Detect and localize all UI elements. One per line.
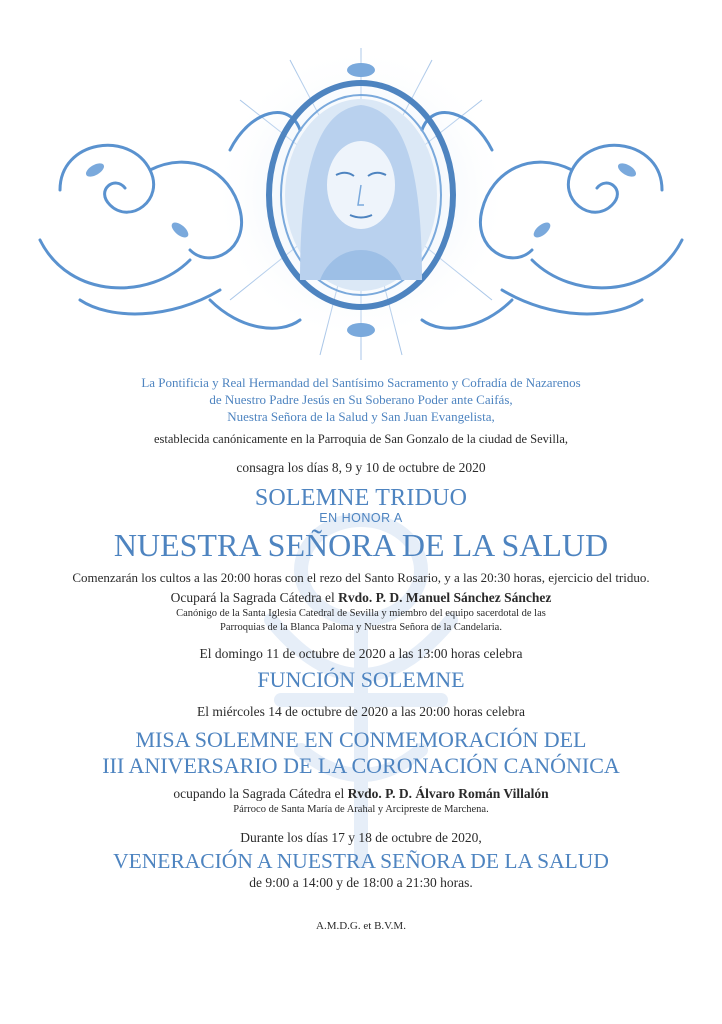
- funcion-title: FUNCIÓN SOLEMNE: [257, 667, 465, 692]
- hermandad-line-1: La Pontificia y Real Hermandad del Santísimo Sacramento y Cofradía de Nazarenos: [141, 375, 581, 390]
- cultos-preacher: [0, 589, 722, 607]
- triduo-name: NUESTRA SEÑORA DE LA SALUD: [113, 527, 609, 563]
- triduo-honor: EN HONOR A: [319, 511, 403, 525]
- cultos-preacher-prefix: Ocupará la Sagrada Cátedra el: [170, 590, 335, 605]
- cultos-schedule: Comenzarán los cultos a las 20:00 horas con el rezo del Santo Rosario, y a las 20:30 horas, ejercicio del triduo.: [72, 570, 650, 585]
- cultos-preacher-desc: [0, 607, 722, 635]
- header-ornament: [0, 0, 722, 370]
- established-text: establecida canónicamente en la Parroquia de San Gonzalo de la ciudad de Sevilla,: [153, 432, 569, 446]
- hermandad-line-2: de Nuestro Padre Jesús en Su Soberano Poder ante Caifás,: [209, 392, 513, 407]
- triduo-title: SOLEMNE TRIDUO: [254, 485, 468, 511]
- misa-preacher: [0, 785, 722, 803]
- hermandad-block: [0, 374, 722, 425]
- veneracion-hours: de 9:00 a 14:00 y de 18:00 a 21:30 horas.: [249, 875, 473, 890]
- misa-intro: El miércoles 14 de octubre de 2020 a las 20:00 horas celebra: [196, 704, 525, 719]
- hermandad-line-3: Nuestra Señora de la Salud y San Juan Evangelista,: [227, 409, 495, 424]
- funcion-intro: El domingo 11 de octubre de 2020 a las 13:00 horas celebra: [199, 646, 523, 661]
- consagra-text: consagra los días 8, 9 y 10 de octubre de 2020: [236, 460, 486, 475]
- cultos-desc-line-2: Parroquias de la Blanca Paloma y Nuestra Señora de la Candelaria.: [220, 622, 502, 633]
- misa-preacher-desc: Párroco de Santa María de Arahal y Arcipreste de Marchena.: [233, 804, 489, 815]
- footer-text: A.M.D.G. et B.V.M.: [316, 920, 406, 932]
- misa-title-1: MISA SOLEMNE EN CONMEMORACIÓN DEL: [135, 727, 587, 752]
- veneracion-title: VENERACIÓN A NUESTRA SEÑORA DE LA SALUD: [113, 849, 609, 873]
- cultos-preacher-name: Rvdo. P. D. Manuel Sánchez Sánchez: [338, 590, 552, 605]
- veneracion-intro: Durante los días 17 y 18 de octubre de 2020,: [240, 830, 482, 845]
- misa-preacher-name: Rvdo. P. D. Álvaro Román Villalón: [347, 786, 549, 801]
- cultos-desc-line-1: Canónigo de la Santa Iglesia Catedral de Sevilla y miembro del equipo sacerdotal de las: [176, 608, 546, 619]
- misa-preacher-prefix: ocupando la Sagrada Cátedra el: [173, 786, 345, 801]
- misa-title-2: III ANIVERSARIO DE LA CORONACIÓN CANÓNICA: [102, 753, 620, 778]
